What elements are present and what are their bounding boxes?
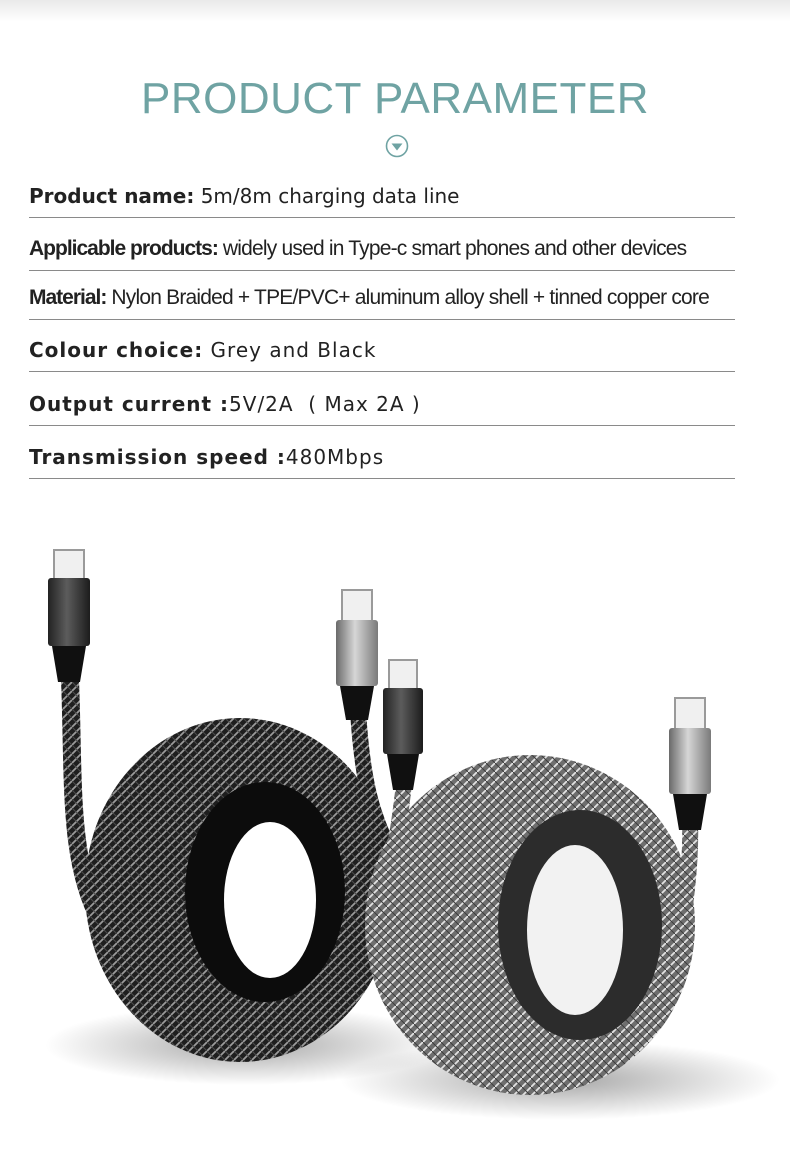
param-label: Colour choice:	[29, 338, 204, 362]
param-label: Output current :	[29, 392, 230, 416]
divider	[29, 217, 735, 218]
param-row-transmission-speed	[29, 439, 749, 479]
param-label: Product name:	[29, 184, 195, 208]
param-value: 5m/8m charging data line	[194, 184, 460, 208]
param-row-applicable-products	[29, 231, 749, 271]
param-label: Applicable products:	[29, 237, 218, 260]
param-label: Transmission speed :	[29, 445, 286, 469]
divider	[29, 371, 735, 372]
param-row-material	[29, 280, 749, 320]
param-row-product-name	[29, 178, 749, 218]
param-row-output-current	[29, 386, 749, 426]
param-value: Nylon Braided + TPE/PVC+ aluminum alloy shell + tinned copper core	[106, 286, 709, 309]
divider	[29, 319, 735, 320]
param-value: 5V/2A ( Max 2A )	[229, 392, 421, 416]
param-row-colour-choice	[29, 332, 749, 372]
divider	[29, 425, 735, 426]
param-value: widely used in Type-c smart phones and other devices	[217, 237, 687, 260]
divider	[29, 270, 735, 271]
param-value: Grey and Black	[203, 338, 377, 362]
product-photo-cables	[0, 520, 790, 1170]
param-label: Material:	[29, 286, 107, 309]
page-title: PRODUCT PARAMETER	[140, 74, 650, 123]
circle-chevron-down-icon	[385, 134, 409, 158]
divider	[29, 478, 735, 479]
top-shadow	[0, 0, 790, 22]
param-value: 480Mbps	[285, 445, 385, 469]
